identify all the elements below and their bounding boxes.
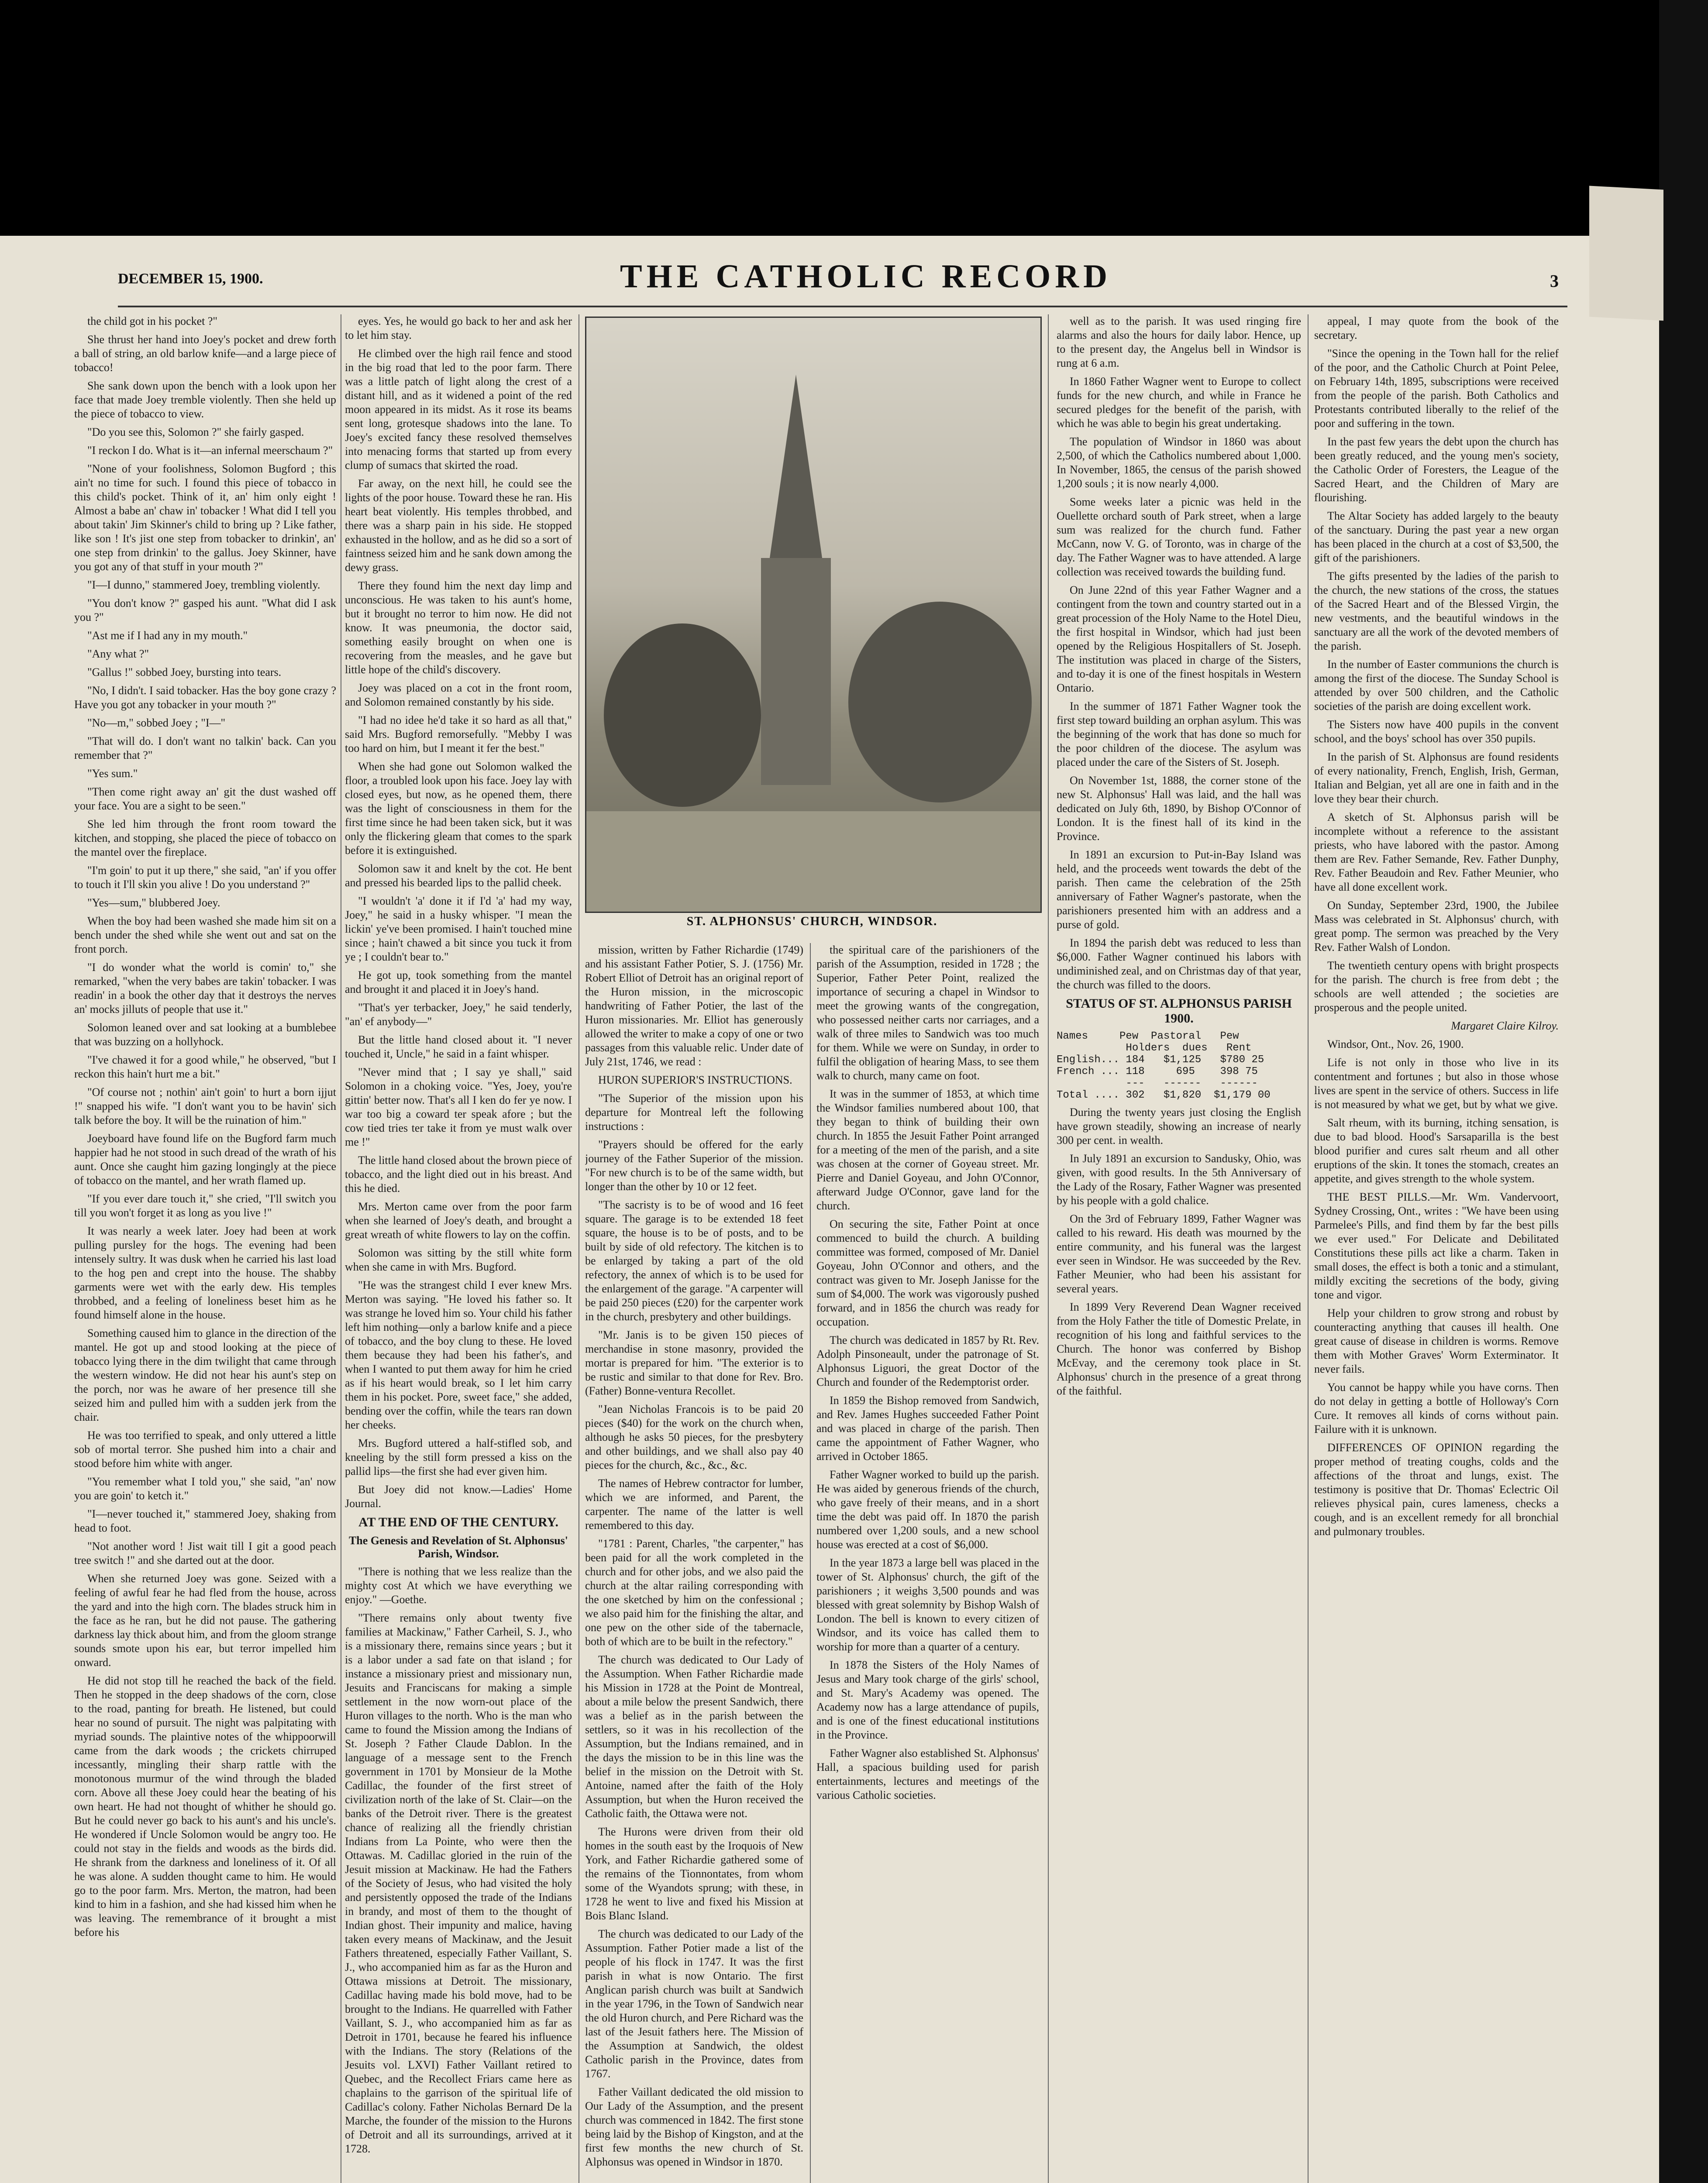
- paragraph: She led him through the front room toward the kitchen, and stopping, she placed the piece of tobacco on the mantel over the fireplace.: [74, 818, 336, 858]
- parish-table: Names Pew Pastoral Pew Holders dues Rent English... 184 $1,125 $780 25 French ... 118 695 398 75 --- ------ ------ Total .... 302 $1,820 $1,179 00: [1057, 1030, 1271, 1101]
- paragraph: In 1860 Father Wagner went to Europe to collect funds for the new church, and while in France he secured pledges for the benefit of the parish, with which he was able to begin his great undertaking.: [1057, 375, 1301, 430]
- paragraph: In the number of Easter communions the church is among the first of the diocese. The Sunday School is attended by over 500 children, and the Catholic societies of the parish are doing excellent work.: [1314, 658, 1559, 713]
- paragraph: When the boy had been washed she made him sit on a bench under the shed while she went out and sat on the front porch.: [74, 915, 336, 955]
- paragraph: But the little hand closed about it. "I never touched it, Uncle," he said in a faint whisper.: [345, 1033, 572, 1060]
- paragraph: "I'm goin' to put it up there," she said, "an' if you offer to touch it I'll skin you alive ! Do you understand ?": [74, 864, 336, 891]
- paragraph: "Then come right away an' git the dust washed off your face. You are a sight to be seen.": [74, 785, 336, 812]
- paragraph: Far away, on the next hill, he could see the lights of the poor house. Toward these he ran. His heart beat violently. His temples throbbed, and there was a sharp pain in his side. He stopped exhausted in the hollow, and as he did so a sort of faintness seized him and he sank down among the dewy grass.: [345, 477, 572, 574]
- paragraph: The little hand closed about the brown piece of tobacco, and the light died out in his breast. And this he died.: [345, 1154, 572, 1195]
- paragraph: "Not another word ! Jist wait till I git a good peach tree switch !" and she darted out at the door.: [74, 1540, 336, 1567]
- photo-tree: [848, 602, 1032, 802]
- paragraph: In the summer of 1871 Father Wagner took the first step toward building an orphan asylum. This was the beginning of the work that has done so much for the poor children of the diocese. The asylum was placed under the care of the Sisters of St. Joseph.: [1057, 700, 1301, 768]
- paragraph: appeal, I may quote from the book of the secretary.: [1314, 315, 1559, 341]
- column-rule: [1308, 314, 1309, 2183]
- paragraph: In the year 1873 a large bell was placed in the tower of St. Alphonsus' church, the gift of the parishioners ; it weighs 3,500 pounds and was blessed with great solemnity by Bishop Walsh of London. The bell is known to every citizen of Windsor, and its voice has called them to worship for more than a quarter of a century.: [816, 1556, 1039, 1653]
- paragraph: On securing the site, Father Point at once commenced to build the church. A building committee was formed, composed of Mr. Daniel Goyeau, John O'Connor and others, and the contract was given to Mr. Joseph Janisse for the sum of $4,000. The work was vigorously pushed forward, and in 1856 the church was ready for occupation.: [816, 1218, 1039, 1328]
- paragraph: "That's yer terbacker, Joey," he said tenderly, "an' ef anybody—": [345, 1001, 572, 1028]
- column-2: [345, 314, 572, 2183]
- paragraph: Mrs. Bugford uttered a half-stifled sob, and kneeling by the still form pressed a kiss on the pallid lips—the first she had ever given him.: [345, 1437, 572, 1477]
- paragraph: The church was dedicated to Our Lady of the Assumption. When Father Richardie made his Mission in 1728 at the Point de Montreal, about a mile below the present Sandwich, there was a belief as in the parish between the settlers, so it was in his recollection of the Assumption, but the Indians remained, and in the days the mission to be in this line was the belief in the mission on the Detroit with St. Antoine, named after the faith of the Holy Assumption, but when the Huron received the Catholic faith, the Ottawa were not.: [585, 1653, 803, 1820]
- section-subheading: The Genesis and Revelation of St. Alphonsus' Parish, Windsor.: [348, 1534, 568, 1560]
- paragraph: On November 1st, 1888, the corner stone of the new St. Alphonsus' Hall was laid, and the hall was dedicated on July 6th, 1890, by Bishop O'Connor of London. It is the finest hall of its kind in the Province.: [1057, 774, 1301, 843]
- paragraph: Life is not only in those who live in its contentment and fortunes ; but also in those whose lives are spent in the service of others. Success in life is not measured by what we get, but by what we give.: [1314, 1056, 1559, 1111]
- paragraph: When she had gone out Solomon walked the floor, a troubled look upon his face. Joey lay with closed eyes, but now, as he opened them, there was the light of consciousness in them for the first time since he had been taken sick, but it was only the flickering gleam that comes to the spark before it is extinguished.: [345, 760, 572, 857]
- paragraph: the child got in his pocket ?": [87, 315, 217, 327]
- paragraph: "Yes sum.": [87, 767, 138, 780]
- paragraph: "You don't know ?" gasped his aunt. "What did I ask you ?": [74, 597, 336, 623]
- column-5: [1057, 314, 1301, 2183]
- paragraph: In 1859 the Bishop removed from Sandwich, and Rev. James Hughes succeeded Father Point and was placed in charge of the parish. Then came the appointment of Father Wagner, who arrived in October 1865.: [816, 1394, 1039, 1463]
- paragraph: When she returned Joey was gone. Seized with a feeling of awful fear he had fled from the house, across the yard and into the high corn. The blades struck him in the face as he ran, but he did not pause. The gathering darkness lay thick about him, and from the gloom strange sounds smote upon his ear, but terror impelled him onward.: [74, 1572, 336, 1669]
- paragraph: You cannot be happy while you have corns. Then do not delay in getting a bottle of Holloway's Corn Cure. It removes all kinds of corns without pain. Failure with it is unknown.: [1314, 1381, 1559, 1436]
- photo-caption: ST. ALPHONSUS' CHURCH, WINDSOR.: [686, 915, 938, 928]
- paragraph: The Altar Society has added largely to the beauty of the sanctuary. During the past year a new organ has been placed in the church at a cost of $3,500, the gift of the parishioners.: [1314, 510, 1559, 564]
- paragraph: It was in the summer of 1853, at which time the Windsor families numbered about 100, that they began to think of building their own church. In 1855 the Jesuit Father Point arranged for a meeting of the men of the parish, and a site was chosen at the corner of Goyeau street. Mr. Pierre and Daniel Goyeau, and John O'Connor, afterward Judge O'Connor, gave land for the church.: [816, 1088, 1039, 1212]
- column-1: [74, 314, 336, 2183]
- paragraph: "None of your foolishness, Solomon Bugford ; this ain't no time for such. I found this piece of tobacco in this child's pocket. Think of it, an' him only eight ! Almost a babe an' chaw in' tobacker ! What did I tell you about takin' Jim Skinner's child to bring up ? Like father, like son ! It's jist one step from tobacker to drinkin', an' one step from drinkin' to the gallus. Joey Skinner, have you got any of that stuff in your mouth ?": [74, 462, 336, 573]
- paragraph: eyes. Yes, he would go back to her and ask her to let him stay.: [345, 315, 572, 341]
- paragraph: The twentieth century opens with bright prospects for the parish. The church is free from debt ; the schools are well attended ; the societies are prosperous and the people united.: [1314, 959, 1559, 1014]
- paragraph: He got up, took something from the mantel and brought it and placed it in Joey's hand.: [345, 969, 572, 995]
- paragraph: Mrs. Merton came over from the poor farm when she learned of Joey's death, and brought a great wreath of white flowers to lay on the coffin.: [345, 1200, 572, 1241]
- paragraph: Father Wagner also established St. Alphonsus' Hall, a spacious building used for parish entertainments, lectures and meetings of the various Catholic societies.: [816, 1747, 1039, 1801]
- paragraph: "Since the opening in the Town hall for the relief of the poor, and the Catholic Church at Point Pelee, on February 14th, 1895, subscriptions were received from the people of the parish. Both Catholics and Protestants contributed liberally to the relief of the poor and suffering in the town.: [1314, 347, 1559, 430]
- paragraph: "Do you see this, Solomon ?" she fairly gasped.: [87, 426, 304, 438]
- column-rule: [1048, 314, 1049, 2183]
- issue-date: DECEMBER 15, 1900.: [118, 271, 263, 287]
- newspaper-title: THE CATHOLIC RECORD: [620, 258, 1112, 295]
- paragraph: She sank down upon the bench with a look upon her face that made Joey tremble violently. Then she held up the piece of tobacco to view.: [74, 379, 336, 420]
- paragraph: "Prayers should be offered for the early journey of the Father Superior of the mission. "For new church is to be of the same width, but longer than the other by 10 or 12 feet.: [585, 1138, 803, 1193]
- paragraph: The church was dedicated to our Lady of the Assumption. Father Potier made a list of the people of his flock in 1747. It was the first parish in what is now Ontario. The first Anglican parish church was built at Sandwich in the year 1796, in the Town of Sandwich near the old Huron church, and Pere Richard was the last of the Jesuit fathers here. The Mission of the Assumption at Sandwich, the oldest Catholic parish in the Province, dates from 1767.: [585, 1928, 803, 2080]
- paragraph: "He was the strangest child I ever knew Mrs. Merton was saying. "He loved his father so. It was strange he loved him so. Your child his father left him nothing—only a barlow knife and a piece of tobacco, and the boy clung to these. He loved them because they had been his father's, and when I wanted to put them away for him he cried as if his heart would break, so I let him carry them in his pocket. Pore, sweet face," she added, bending over the coffin, while the tears ran down her cheeks.: [345, 1279, 572, 1431]
- paragraph: He climbed over the high rail fence and stood in the big road that led to the poor farm. There was a little patch of light along the crest of a distant hill, and as it widened a point of the red moon appeared in its midst. As it rose its beams sent long, grotesque shadows into the lane. To Joey's excited fancy these resolved themselves into menacing forms that started up from every clump of sumacs that skirted the road.: [345, 347, 572, 472]
- paragraph: "Mr. Janis is to be given 150 pieces of merchandise in stone masonry, provided the mortar is prepared for him. "The exterior is to be rustic and similar to that done for Rev. Bro. (Father) Bonne-ventura Recollet.: [585, 1329, 803, 1397]
- paragraph: "Of course not ; nothin' ain't goin' to hurt a born ijjut !" snapped his wife. "I don't want you to be havin' sich talk before the boy. It will be the ruination of him.": [74, 1086, 336, 1126]
- paragraph: Joey was placed on a cot in the front room, and Solomon remained constantly by his side.: [345, 682, 572, 708]
- paragraph: She thrust her hand into Joey's pocket and drew forth a ball of string, an old barlow knife—and a large piece of tobacco!: [74, 333, 336, 374]
- paragraph: In the past few years the debt upon the church has been greatly reduced, and the young men's society, the Catholic Order of Foresters, the League of the Sacred Heart, and the Children of Mary are flourishing.: [1314, 435, 1559, 504]
- paragraph: DIFFERENCES OF OPINION regarding the proper method of treating coughs, colds and the affections of the throat and lungs, exist. The testimony is positive that Dr. Thomas' Eclectric Oil relieves physical pain, cures lameness, checks a cough, and is an excellent remedy for all bronchial and pulmonary troubles.: [1314, 1441, 1559, 1538]
- paragraph: Solomon saw it and knelt by the cot. He bent and pressed his bearded lips to the pallid cheek.: [345, 862, 572, 889]
- paragraph: "I—I dunno," stammered Joey, trembling violently.: [87, 578, 320, 591]
- paragraph: He was too terrified to speak, and only uttered a little sob of mortal terror. She pushed him into a chair and stood before him white with anger.: [74, 1429, 336, 1470]
- paragraph: Joeyboard have found life on the Bugford farm much happier had he not stood in such dread of the wrath of his aunt. Once she caught him gazing longingly at the piece of tobacco on the mantel, and her wrath flamed up.: [74, 1132, 336, 1187]
- paragraph: Solomon was sitting by the still white form when she came in with Mrs. Bugford.: [345, 1246, 572, 1273]
- paragraph: "If you ever dare touch it," she cried, "I'll switch you till you won't forget it as long as you live !": [74, 1192, 336, 1219]
- paragraph: "No—m," sobbed Joey ; "I—": [87, 716, 226, 729]
- paragraph: Father Vaillant dedicated the old mission to Our Lady of the Assumption, and the present church was commenced in 1842. The first stone being laid by the Bishop of Kingston, and at the first few months the new church of St. Alphonsus was opened in Windsor in 1870.: [585, 2086, 803, 2168]
- paragraph: The Sisters now have 400 pupils in the convent school, and the boys' school has over 350 pupils.: [1314, 718, 1559, 745]
- section-heading: AT THE END OF THE CENTURY.: [358, 1515, 558, 1529]
- paragraph: In 1899 Very Reverend Dean Wagner received from the Holy Father the title of Domestic Prelate, in recognition of his long and faithful services to the Church. The honor was conferred by Bishop McEvay, and the ceremony took place in St. Alphonsus' church in the presence of a great throng of the faithful.: [1057, 1301, 1301, 1397]
- column-rule: [810, 943, 811, 2183]
- paragraph: "There remains only about twenty five families at Mackinaw," Father Carheil, S. J., who is a missionary there, remains since years ; but it is a labor under a sad fate on that island ; for instance a missionary priest and missionary nun, Jesuits and Franciscans for making a simple settlement in the now worn-out place of the Huron villages to the north. Who is the man who came to found the Mission among the Indians of St. Joseph ? Father Claude Dablon. In the language of a message sent to the French government in 1701 by Monsieur de la Mothe Cadillac, the founder of the first street of civilization north of the lake of St. Clair—on the banks of the Detroit river. There is the greatest chance of realizing all the friendly christian Indians from La Pointe, who were then the Ottawas. M. Cadillac gloried in the ruin of the Jesuit mission at Mackinaw. He had the Fathers of the Society of Jesus, who had visited the holy and persistently opposed the trade of the Indians in brandy, and most of them to the thought of Indian ghost. Their impunity and malice, having taken every means of Mackinaw, and the Jesuit Fathers threatened, especially Father Vaillant, S. J., who accompanied him as far as the Huron and Ottawa missions at Detroit. The missionary, Cadillac having made his bold move, had to be brought to the Indians. He quarrelled with Father Vaillant, S. J., who accompanied him as far as Detroit in 1701, because he feared his influence with the Indians. The story (Relations of the Jesuits vol. LXVI) Father Vaillant retired to Quebec, and the Recollect Friars came here as chaplains to the garrison of the spiritual life of Cadillac's colony. Father Nicholas Bernard De la Marche, the founder of the mission to the Hurons of Detroit and all its surroundings, arrived at it 1728.: [345, 1611, 572, 2155]
- photo-tower: [761, 558, 831, 785]
- paragraph: A sketch of St. Alphonsus parish will be incomplete without a reference to the assistant priests, who have labored with the pastor. Among them are Rev. Father Semande, Rev. Father Dunphy, Rev. Father Beaudoin and Rev. Father Meunier, who have all done excellent work.: [1314, 811, 1559, 893]
- column-6: [1314, 314, 1559, 2183]
- paragraph: The gifts presented by the ladies of the parish to the church, the new stations of the cross, the statues of the Sacred Heart and of the Blessed Virgin, the new vestments, and the beautiful windows in the sanctuary are all the work of the devoted members of the parish.: [1314, 570, 1559, 652]
- paragraph: On the 3rd of February 1899, Father Wagner was called to his reward. His death was mourned by the entire community, and his funeral was the largest ever seen in Windsor. He was succeeded by the Rev. Father Meunier, who had been his assistant for several years.: [1057, 1212, 1301, 1295]
- paragraph: Windsor, Ont., Nov. 26, 1900.: [1327, 1038, 1464, 1050]
- paragraph: mission, written by Father Richardie (1749) and his assistant Father Potier, S. J. (1756) Mr. Robert Elliot of Detroit has an original report of the Huron mission, in the microscopic handwriting of Father Potier, the last of the Huron missionaries. Mr. Elliot has generously allowed the writer to make a copy of one or two passages from this valuable relic. Under date of July 21st, 1746, we read :: [585, 943, 803, 1068]
- paragraph: During the twenty years just closing the English have grown steadily, showing an increase of nearly 300 per cent. in wealth.: [1057, 1106, 1301, 1147]
- paragraph: "There is nothing that we less realize than the mighty cost At which we have everything we enjoy." —Goethe.: [345, 1565, 572, 1606]
- paragraph: "Jean Nicholas Francois is to be paid 20 pieces ($40) for the work on the church when, although he asks 50 pieces, for the presbytery and other buildings, and we shall also pay 40 pieces for the church, &c., &c., &c.: [585, 1403, 803, 1471]
- paragraph: well as to the parish. It was used ringing fire alarms and also the hours for daily labor. Hence, up to the present day, the Angelus bell in Windsor is rung at 6 a.m.: [1057, 315, 1301, 369]
- paragraph: The Hurons were driven from their old homes in the south east by the Iroquois of New York, and Father Richardie gathered some of the remains of the Tionnontates, from whom some of the Wyandots sprung; with these, in 1728 he went to live and fixed his Mission at Bois Blanc Island.: [585, 1825, 803, 1922]
- scan-border-dark: [1659, 0, 1708, 2183]
- paragraph: In 1891 an excursion to Put-in-Bay Island was held, and the proceeds went towards the debt of the parish. Then came the celebration of the 25th anniversary of Father Wagner's pastorate, when the parishioners presented him with an address and a purse of gold.: [1057, 848, 1301, 931]
- masthead: [118, 249, 1559, 297]
- paragraph: "I wouldn't 'a' done it if I'd 'a' had my way, Joey," he said in a husky whisper. "I mean the lickin' ye've been promised. I hain't touched mine since ; hain't chawed a bit since you tuck it from ye ; I couldn't bear to.": [345, 895, 572, 963]
- paragraph: "That will do. I don't want no talkin' back. Can you remember that ?": [74, 735, 336, 761]
- paragraph: "Never mind that ; I say ye shall," said Solomon in a choking voice. "Yes, Joey, you're gittin' better now. That's all I ken do fer ye now. I war too big a coward ter speak afore ; but the cow tied tries ter take it from ye must walk over me !": [345, 1066, 572, 1148]
- paragraph: In 1894 the parish debt was reduced to less than $6,000. Father Wagner continued his labors with undiminished zeal, and on Christmas day of that year, the church was filled to the doors.: [1057, 937, 1301, 991]
- paragraph: "The sacristy is to be of wood and 16 feet square. The garage is to be extended 18 feet square, the house is to be of posts, and to be built by side of old refectory. The kitchen is to be enlarged by taking a part of the old refectory, the annex of which is to be used for the enlargement of the garage. "A carpenter will be paid 250 pieces (£20) for the carpenter work in the church, presbytery and other buildings.: [585, 1198, 803, 1323]
- signature: Margaret Claire Kilroy.: [1451, 1019, 1559, 1032]
- paragraph: "I—never touched it," stammered Joey, shaking from head to foot.: [74, 1508, 336, 1534]
- paragraph: In the parish of St. Alphonsus are found residents of every nationality, French, English, Irish, German, Italian and Belgian, yet all are one in faith and in the love they bear their church.: [1314, 751, 1559, 805]
- paragraph: On June 22nd of this year Father Wagner and a contingent from the town and country started out in a great procession of the Holy Name to the Hotel Dieu, the first hospital in Windsor, which had just been opened by the Religious Hospitallers of St. Joseph. The institution was placed in charge of the Sisters, and to-day it is one of the finest hospitals in Western Ontario.: [1057, 584, 1301, 694]
- paragraph: "You remember what I told you," she said, "an' now you are goin' to ketch it.": [74, 1475, 336, 1502]
- paragraph: Help your children to grow strong and robust by counteracting anything that causes ill health. One great cause of disease in children is worms. Remove them with Mother Graves' Worm Exterminator. It never fails.: [1314, 1307, 1559, 1375]
- paragraph: But Joey did not know.—Ladies' Home Journal.: [345, 1483, 572, 1510]
- paragraph: "Yes—sum," blubbered Joey.: [87, 896, 220, 909]
- paragraph: It was nearly a week later. Joey had been at work pulling pursley for the hogs. The evening had been intensely sultry. It was dusk when he carried his last load to the hog pen and crept into the house. The shabby garments were wet with the early dew. His temples throbbed, and a feeling of loneliness beset him as he found himself alone in the house.: [74, 1225, 336, 1321]
- column-3: [585, 943, 803, 2183]
- paragraph: "No, I didn't. I said tobacker. Has the boy gone crazy ? Have you got any tobacker in your mouth ?": [74, 684, 336, 711]
- paragraph: There they found him the next day limp and unconscious. He was taken to his aunt's home, but it brought no terror to him now. He did not know. It was pneumonia, the doctor said, something easily brought on when one is recovering from the measles, and he gave but little hope of the child's discovery.: [345, 579, 572, 676]
- paragraph: Some weeks later a picnic was held in the Ouellette orchard south of Park street, when a large sum was realized for the church fund. Father McCann, now V. G. of Toronto, was in charge of the day. The Father Wagner was to have attended. A large collection was received towards the building fund.: [1057, 496, 1301, 578]
- photo-tree: [604, 623, 761, 807]
- paragraph: "I reckon I do. What is it—an infernal meerschaum ?": [87, 444, 333, 457]
- paragraph: In July 1891 an excursion to Sandusky, Ohio, was given, with good results. In the 5th Anniversary of the Lady of the Rosary, Father Wagner was presented by his people with a gold chalice.: [1057, 1152, 1301, 1207]
- paragraph: the spiritual care of the parishioners of the parish of the Assumption, resided in 1728 ; the Superior, Father Peter Point, realized the importance of securing a chapel in Windsor to meet the growing wants of the congregation, who possessed neither carts nor carriages, and a walk of three miles to Sandwich was too much for them. While we were on Sunday, in order to fulfil the obligation of hearing Mass, to see them walk to church, many came on foot.: [816, 943, 1039, 1082]
- photo-steeple: [770, 375, 822, 558]
- photo-ground: [586, 811, 1040, 912]
- paragraph: "I had no idee he'd take it so hard as all that," said Mrs. Bugford remorsefully. "Mebby I was too hard on him, but I meant it fer the best.": [345, 714, 572, 754]
- paragraph: "Ast me if I had any in my mouth.": [87, 629, 248, 642]
- section-heading: STATUS OF ST. ALPHONSUS PARISH 1900.: [1066, 996, 1292, 1026]
- paragraph: "I've chawed it for a good while," he observed, "but I reckon this hain't hurt me a bit.": [74, 1054, 336, 1080]
- paragraph: HURON SUPERIOR'S INSTRUCTIONS.: [598, 1074, 792, 1086]
- paragraph: "I do wonder what the world is comin' to," she remarked, "when the very babes are takin' tobacker. I was readin' in a book the other day that it destroys the nerves an' mocks jilluts of people that use it.": [74, 961, 336, 1016]
- paragraph: Salt rheum, with its burning, itching sensation, is due to bad blood. Hood's Sarsaparilla is the best blood purifier and cures salt rheum and all other eruptions of the skin. It tones the stomach, creates an appetite, and gives strength to the whole system.: [1314, 1116, 1559, 1185]
- column-4: [816, 943, 1039, 2183]
- paragraph: He did not stop till he reached the back of the field. Then he stopped in the deep shadows of the corn, close to the road, panting for breath. He listened, but could hear no sound of pursuit. The night was palpitating with myriad sounds. The plaintive notes of the whippoorwill came from the dark woods ; the crickets chirruped incessantly, mingling their sharp rattle with the monotonous murmur of the wind through the bladed corn. Above all these Joey could hear the beating of his own heart. He had not thought of whither he should go. But he could never go back to his aunt's and his uncle's. He wondered if Uncle Solomon would be angry too. He could not stay in the fields and woods as the birds did. He shrank from the darkness and loneliness of it. Of all he was alone. A sudden thought came to him. He would go to the poor farm. Mrs. Merton, the matron, had been kind to him in a fashion, and she had kissed him when he was leaving. The remembrance of it brought a mist before his: [74, 1674, 336, 1939]
- paragraph: "1781 : Parent, Charles, "the carpenter," has been paid for all the work completed in the church and for other jobs, and we also paid the church at the altar railing corresponding with the one sketched by him on the confessional ; we also paid him for the finishing the altar, and one pew on the other side of the tabernacle, both of which are to be built in the refectory.": [585, 1537, 803, 1648]
- page-tab: [1589, 186, 1663, 321]
- paragraph: "Any what ?": [87, 647, 149, 660]
- paragraph: "The Superior of the mission upon his departure for Montreal left the following instructions :: [585, 1092, 803, 1133]
- paragraph: The church was dedicated in 1857 by Rt. Rev. Adolph Pinsoneault, under the patronage of St. Alphonsus Liguori, the great Doctor of the Church and founder of the Redemptorist order.: [816, 1334, 1039, 1388]
- paragraph: The names of Hebrew contractor for lumber, which we are informed, and Parent, the carpenter. The name of the latter is well remembered to this day.: [585, 1477, 803, 1532]
- paragraph: Something caused him to glance in the direction of the mantel. He got up and stood looking at the piece of tobacco lying there in the dim twilight that came through the western window. He did not hear his aunt's step on the porch, nor was he aware of her presence till she seized him and pulled him with a sudden jerk from the chair.: [74, 1327, 336, 1423]
- paragraph: Solomon leaned over and sat looking at a bumblebee that was buzzing on a hollyhock.: [74, 1021, 336, 1048]
- paragraph: In 1878 the Sisters of the Holy Names of Jesus and Mary took charge of the girls' school, and St. Mary's Academy was opened. The Academy now has a large attendance of pupils, and is one of the finest educational institutions in the Province.: [816, 1659, 1039, 1741]
- paragraph: THE BEST PILLS.—Mr. Wm. Vandervoort, Sydney Crossing, Ont., writes : "We have been using Parmelee's Pills, and find them by far the best pills we ever used." For Delicate and Debilitated Constitutions these pills act like a charm. Taken in small doses, the effect is both a tonic and a stimulant, mildly exciting the secretions of the body, giving tone and vigor.: [1314, 1191, 1559, 1301]
- paragraph: Father Wagner worked to build up the parish. He was aided by generous friends of the church, who gave freely of their means, and in a short time the debt was paid off. In 1870 the parish numbered over 1,200 souls, and a new school house was erected at a cost of $6,000.: [816, 1468, 1039, 1551]
- paragraph: "Gallus !" sobbed Joey, bursting into tears.: [87, 666, 282, 678]
- page-number: 3: [1550, 271, 1559, 291]
- church-photo: [585, 317, 1042, 913]
- paragraph: The population of Windsor in 1860 was about 2,500, of which the Catholics numbered about 1,000. In November, 1865, the census of the parish showed 1,200 souls ; it is now nearly 4,000.: [1057, 435, 1301, 490]
- paragraph: On Sunday, September 23rd, 1900, the Jubilee Mass was celebrated in St. Alphonsus' church, with great pomp. The sermon was preached by the Very Rev. Father Walsh of London.: [1314, 899, 1559, 954]
- masthead-rule: [118, 306, 1567, 307]
